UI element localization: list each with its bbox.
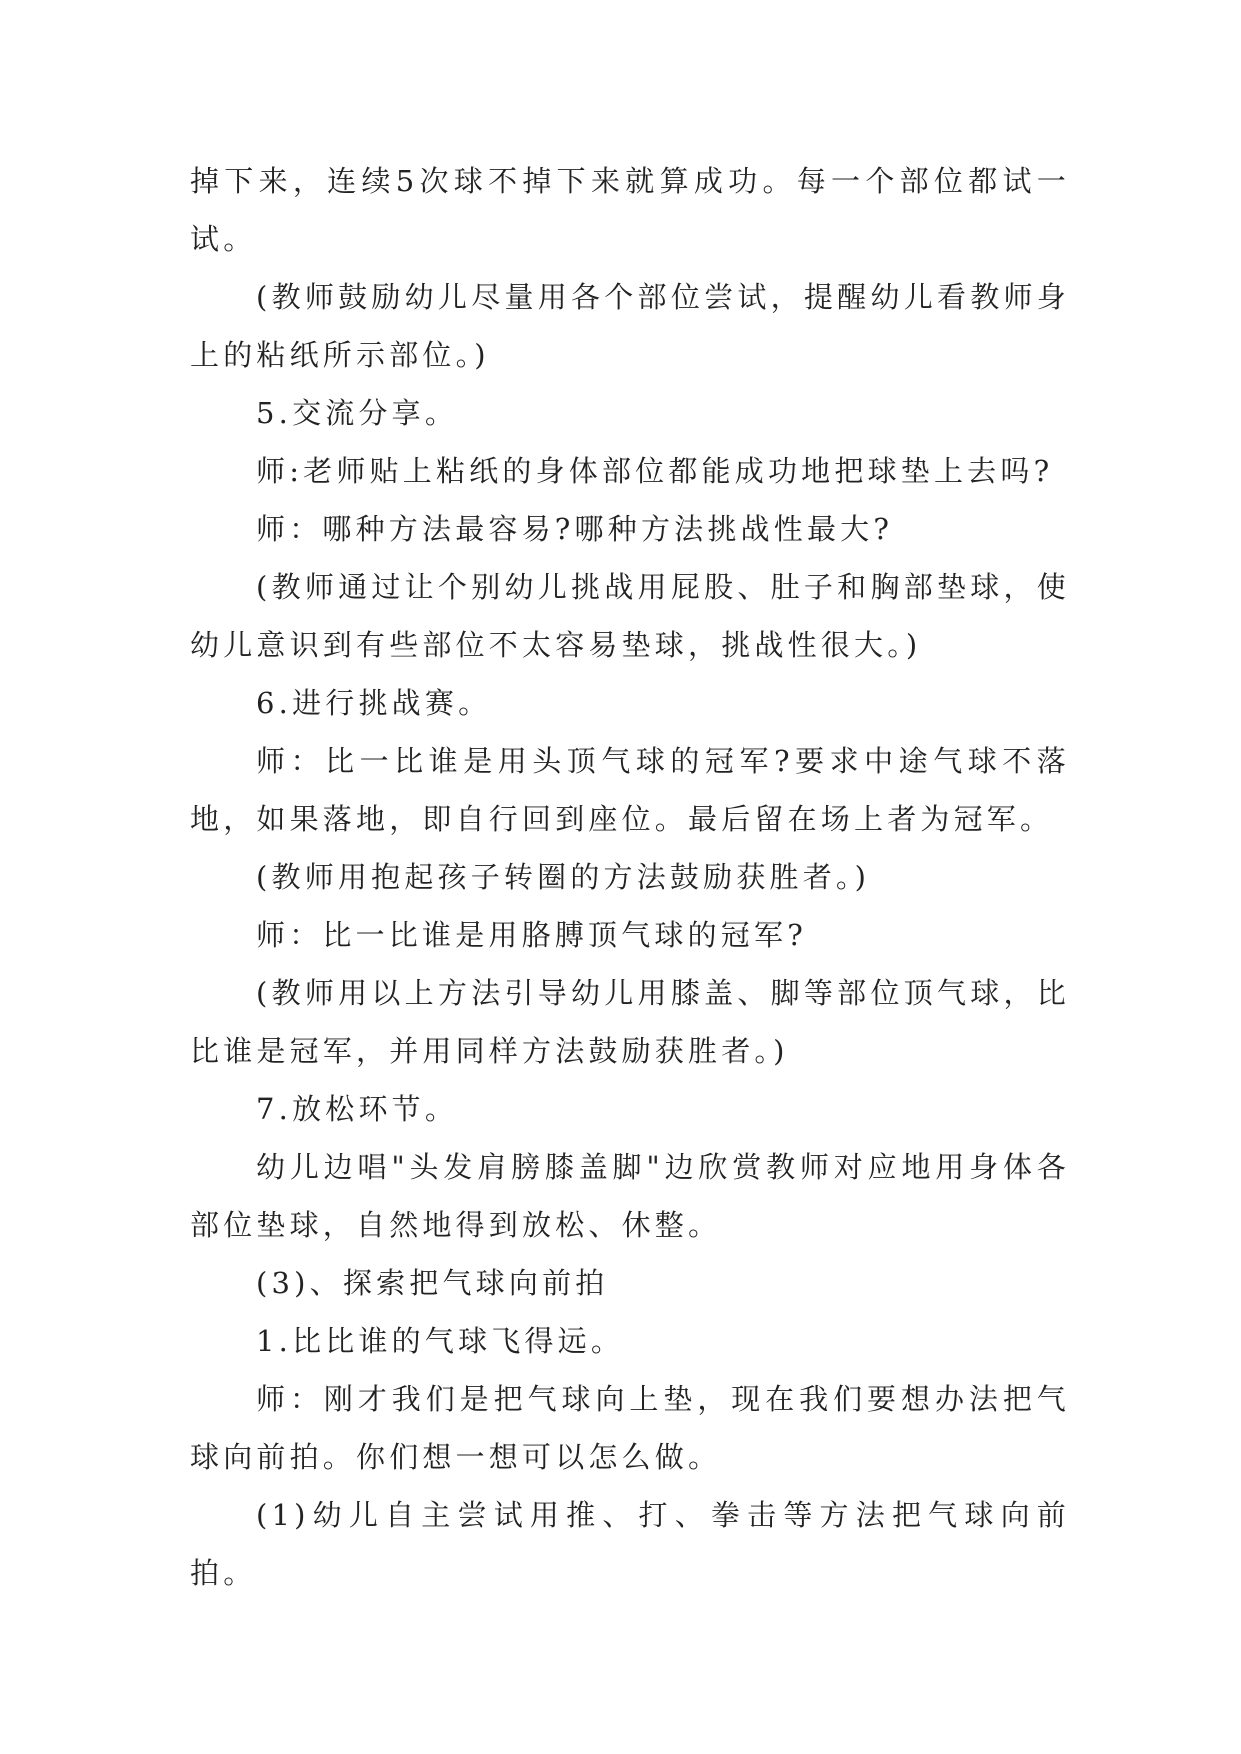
paragraph: (教师用以上方法引导幼儿用膝盖、脚等部位顶气球，比比谁是冠军，并用同样方法鼓励获胜者。) bbox=[190, 976, 1070, 1068]
paragraph: 师：比一比谁是用头顶气球的冠军?要求中途气球不落地，如果落地，即自行回到座位。最后留在场上者为冠军。 bbox=[190, 744, 1070, 836]
paragraph: 师：比一比谁是用胳膊顶气球的冠军? bbox=[256, 918, 807, 952]
paragraph: 掉下来，连续5次球不掉下来就算成功。每一个部位都试一试。 bbox=[190, 164, 1070, 256]
paragraph: 师：刚才我们是把气球向上垫，现在我们要想办法把气球向前拍。你们想一想可以怎么做。 bbox=[190, 1382, 1070, 1474]
section-heading: 1.比比谁的气球飞得远。 bbox=[256, 1324, 625, 1358]
document-body bbox=[190, 152, 1070, 1602]
section-heading: 7.放松环节。 bbox=[256, 1092, 459, 1126]
section-heading: (3)、探索把气球向前拍 bbox=[256, 1266, 609, 1300]
section-heading: 6.进行挑战赛。 bbox=[256, 686, 492, 720]
paragraph: (教师通过让个别幼儿挑战用屁股、肚子和胸部垫球，使幼儿意识到有些部位不太容易垫球，挑战性很大。) bbox=[190, 570, 1070, 662]
section-heading: 5.交流分享。 bbox=[256, 396, 459, 430]
paragraph: (教师用抱起孩子转圈的方法鼓励获胜者。) bbox=[256, 860, 871, 894]
paragraph: 师:老师贴上粘纸的身体部位都能成功地把球垫上去吗? bbox=[256, 454, 1054, 488]
paragraph: (教师鼓励幼儿尽量用各个部位尝试，提醒幼儿看教师身上的粘纸所示部位。) bbox=[190, 280, 1070, 372]
paragraph: (1)幼儿自主尝试用推、打、拳击等方法把气球向前拍。 bbox=[190, 1498, 1070, 1590]
paragraph: 师：哪种方法最容易?哪种方法挑战性最大? bbox=[256, 512, 894, 546]
paragraph: 幼儿边唱"头发肩膀膝盖脚"边欣赏教师对应地用身体各部位垫球，自然地得到放松、休整。 bbox=[190, 1150, 1070, 1242]
